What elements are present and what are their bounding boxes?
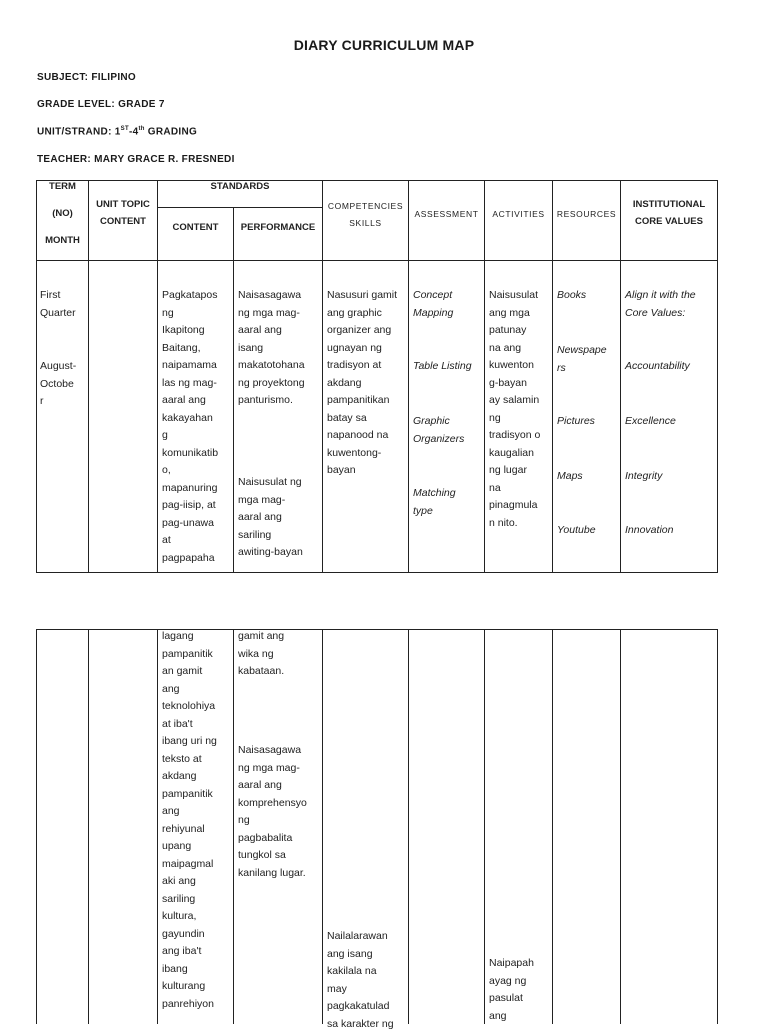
header-performance: PERFORMANCE xyxy=(240,222,316,233)
header-institutional: INSTITUTIONAL xyxy=(632,199,706,210)
header-standards: STANDARDS xyxy=(210,181,270,192)
competencies-cell-continued: Nailalarawan ang isang kakilala na may pagkakatulad sa karakter ng xyxy=(327,930,394,1030)
assessment-item-3: Graphic Organizers xyxy=(413,415,465,445)
header-resources: RESOURCES xyxy=(556,209,617,219)
assessment-item-2: Table Listing xyxy=(413,360,472,372)
grade-level-line: GRADE LEVEL: GRADE 7 xyxy=(37,99,165,110)
performance-standard-cell-2: Naisusulat ng mga mag- aaral ang sariling awiting-bayan xyxy=(238,476,303,558)
performance-standard-cell-continued-1: gamit ang wika ng kabataan. xyxy=(238,630,285,677)
header-content: CONTENT xyxy=(172,222,219,233)
assessment-item-1: Concept Mapping xyxy=(413,289,454,319)
assessment-item-4: Matching type xyxy=(413,487,456,517)
header-assessment: ASSESSMENT xyxy=(414,209,479,219)
month-cell: August- Octobe r xyxy=(40,360,77,407)
header-unit-content: CONTENT xyxy=(100,216,146,227)
performance-standard-cell-continued-2: Naisasagawa ng mga mag- aaral ang komprehensyo ng pagbabalita tungkol sa kanilang lugar. xyxy=(238,744,307,879)
unit-strand-line xyxy=(37,126,197,137)
resource-item-2: Newspape rs xyxy=(557,344,607,374)
header-skills: SKILLS xyxy=(349,218,382,228)
header-month: MONTH xyxy=(45,235,80,246)
core-value-accountability: Accountability xyxy=(625,360,690,372)
resource-item-1: Books xyxy=(557,289,587,301)
unit-strand-sup1: ST xyxy=(120,126,129,132)
header-term: TERM xyxy=(49,181,76,192)
teacher-line: TEACHER: MARY GRACE R. FRESNEDI xyxy=(37,154,235,165)
competencies-cell: Nasusuri gamit ang graphic organizer ang ugnayan ng tradisyon at akdang pampanitikan batay sa napanood na kuwentong- bayan xyxy=(327,289,398,476)
performance-standard-cell-1: Naisasagawa ng mga mag- aaral ang isang makatotohana ng proyektong panturismo. xyxy=(238,289,305,406)
subject-line: SUBJECT: FILIPINO xyxy=(37,72,136,83)
content-standard-cell: Pagkatapos ng Ikapitong Baitang, naipamama las ng mag- aaral ang kakayahan g komunikatib o, mapanuring pag-iisip, at pag-unawa at pagpapaha xyxy=(162,289,219,564)
core-values-intro: Align it with the Core Values: xyxy=(625,289,696,319)
activities-cell: Naisusulat ang mga patunay na ang kuwenton g-bayan ay salamin ng tradisyon o kaugalian ng lugar na pinagmula n nito. xyxy=(489,289,541,529)
resource-item-4: Maps xyxy=(557,470,583,482)
resource-item-5: Youtube xyxy=(557,524,596,536)
unit-strand-mid: -4 xyxy=(128,126,139,138)
core-value-integrity: Integrity xyxy=(625,470,663,482)
core-value-excellence: Excellence xyxy=(625,415,676,427)
content-standard-cell-continued: lagang pampanitik an gamit ang teknolohiya at iba't ibang uri ng teksto at akdang pampanitik ang rehiyunal upang maipagmal aki ang sariling kultura, gayundin ang iba't ibang kulturang panrehiyon xyxy=(162,630,217,1010)
unit-strand-prefix: UNIT/STRAND: 1 xyxy=(37,126,121,138)
header-core-values: CORE VALUES xyxy=(635,216,703,227)
core-value-innovation: Innovation xyxy=(625,524,674,536)
header-competencies: COMPETENCIES xyxy=(327,201,404,211)
header-activities: ACTIVITIES xyxy=(492,209,545,219)
term-cell: First Quarter xyxy=(40,289,76,319)
unit-strand-suffix: GRADING xyxy=(144,126,198,138)
activities-cell-continued: Naipapah ayag ng pasulat ang xyxy=(489,957,534,1022)
header-unit-topic: UNIT TOPIC xyxy=(96,199,150,210)
header-no: (NO) xyxy=(52,208,73,219)
document-title: DIARY CURRICULUM MAP xyxy=(293,37,475,53)
unit-strand-sup2: th xyxy=(138,126,145,132)
resource-item-3: Pictures xyxy=(557,415,595,427)
